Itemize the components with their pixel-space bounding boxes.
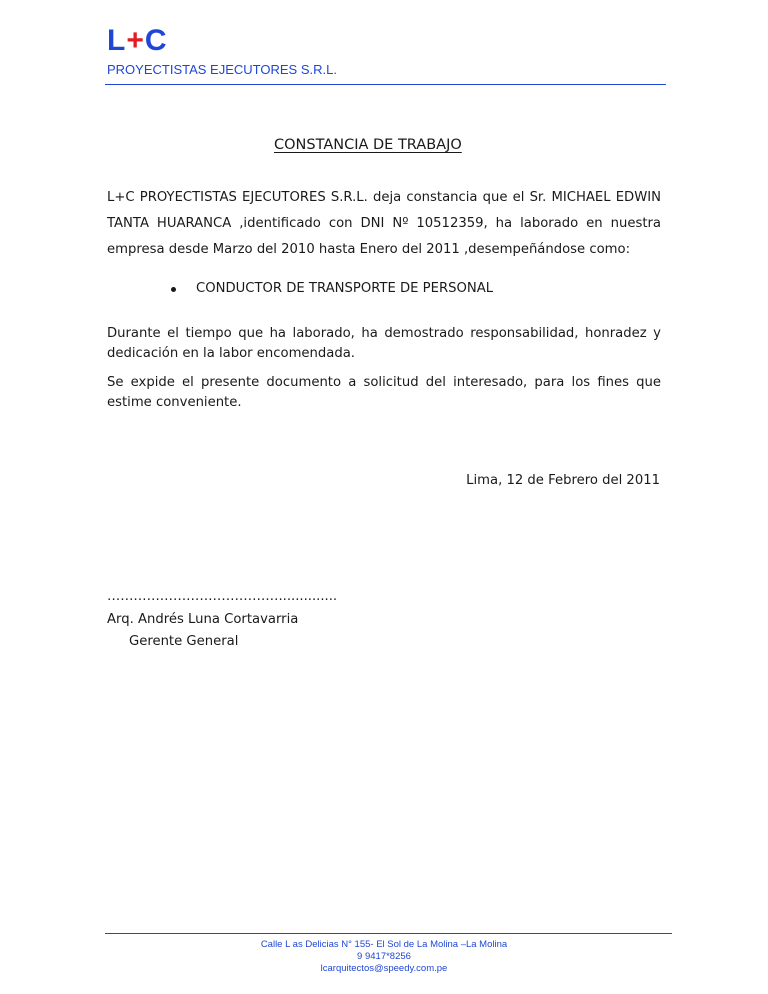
footer-address: Calle L as Delicias N° 155- El Sol de La Molina –La Molina xyxy=(260,939,508,950)
bullet-icon xyxy=(171,287,176,292)
footer-email: lcarquitectos@speedy.com.pe xyxy=(320,963,448,974)
document-title: CONSTANCIA DE TRABAJO xyxy=(274,137,462,153)
date-line: Lima, 12 de Febrero del 2011 xyxy=(466,473,660,488)
signature-line: ………………………………….............. xyxy=(107,589,338,604)
signer-role: Gerente General xyxy=(129,634,239,649)
header-divider xyxy=(105,84,666,85)
job-position: CONDUCTOR DE TRANSPORTE DE PERSONAL xyxy=(196,281,494,296)
company-logo xyxy=(107,24,168,58)
paragraph-certification: L+C PROYECTISTAS EJECUTORES S.R.L. deja constancia que el Sr. MICHAEL EDWIN TANTA HUARANCA ,identificado con DNI Nº 10512359, ha laborado en nuestra empresa desde Marzo del 2010 hasta Enero del 2011 ,desempeñándose como: xyxy=(107,190,661,257)
paragraph-performance: Durante el tiempo que ha laborado, ha demostrado responsabilidad, honradez y dedicación en la labor encomendada. xyxy=(107,326,661,361)
footer xyxy=(0,939,768,975)
logo-letter-l: L xyxy=(107,24,127,57)
signer-name: Arq. Andrés Luna Cortavarria xyxy=(107,612,299,627)
paragraph-purpose: Se expide el presente documento a solicitud del interesado, para los fines que estime conveniente. xyxy=(107,375,661,410)
company-name: PROYECTISTAS EJECUTORES S.R.L. xyxy=(107,62,337,77)
footer-phone: 9 9417*8256 xyxy=(357,951,411,962)
logo-plus-sign: + xyxy=(126,24,145,57)
footer-divider xyxy=(105,933,672,934)
list-item xyxy=(171,279,493,299)
logo-letter-c: C xyxy=(144,24,168,57)
